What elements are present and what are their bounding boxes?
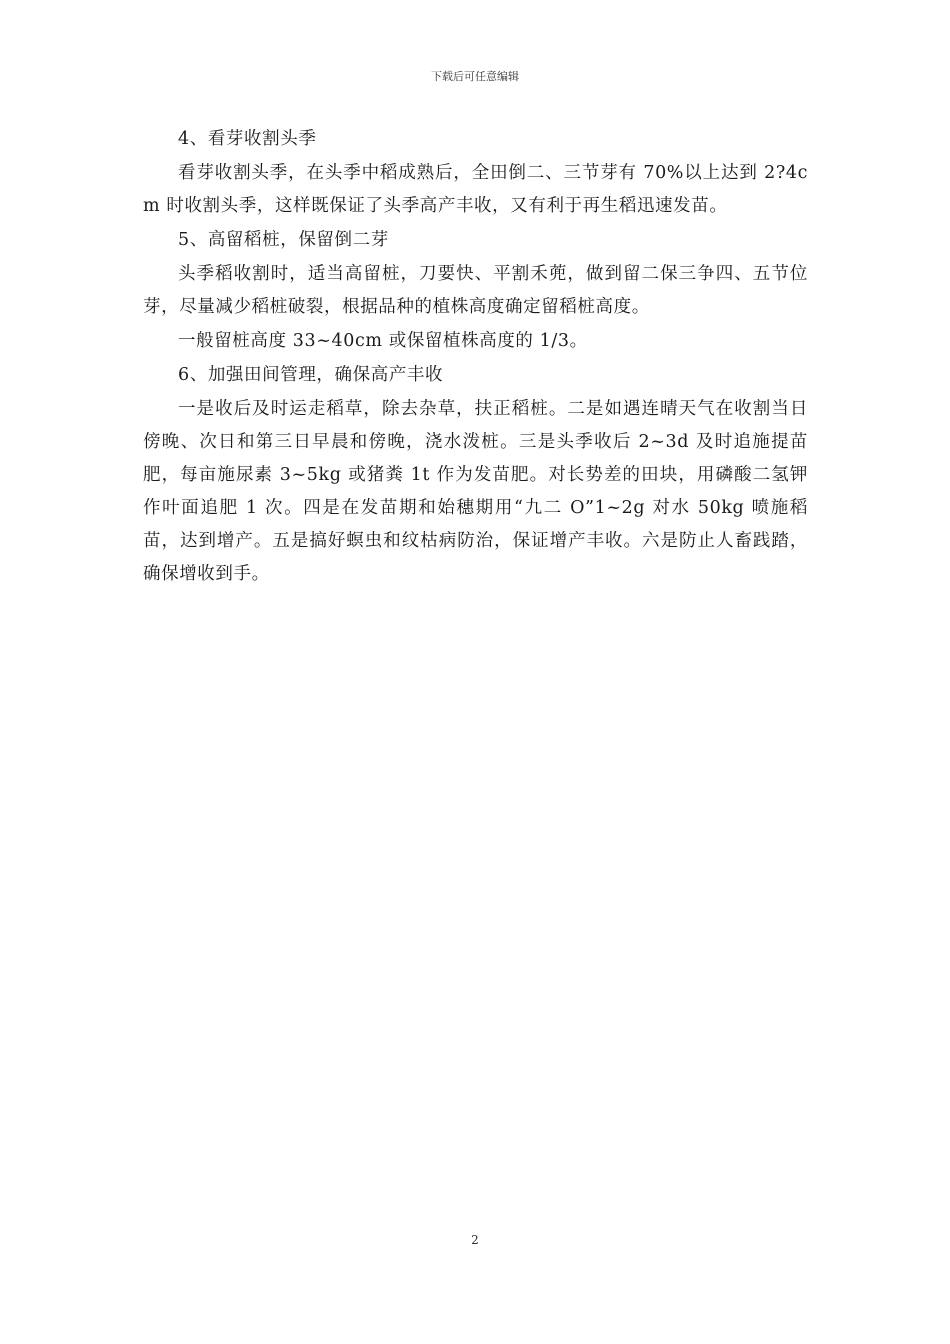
section-4-paragraph: 看芽收割头季，在头季中稻成熟后，全田倒二、三节芽有 70%以上达到 2?4cm 时收割头季，这样既保证了头季高产丰收，又有利于再生稻迅速发苗。 [143, 163, 808, 216]
section-6-heading: 6、加强田间管理，确保高产丰收 [178, 365, 444, 385]
page-number: 2 [471, 1233, 479, 1247]
section-5-paragraph-2: 一般留桩高度 33~40cm 或保留植株高度的 1/3。 [178, 331, 588, 351]
section-5-heading: 5、高留稻桩，保留倒二芽 [178, 230, 389, 250]
page-header: 下载后可任意编辑 [431, 70, 519, 83]
section-4-heading: 4、看芽收割头季 [178, 129, 317, 149]
section-5-paragraph-1: 头季稻收割时，适当高留桩，刀要快、平割禾蔸，做到留二保三争四、五节位芽，尽量减少稻桩破裂，根据品种的植株高度确定留稻桩高度。 [143, 264, 808, 317]
section-6-paragraph: 一是收后及时运走稻草，除去杂草，扶正稻桩。二是如遇连晴天气在收割当日傍晚、次日和第三日早晨和傍晚，浇水泼桩。三是头季收后 2~3d 及时追施提苗肥，每亩施尿素 3~5kg 或猪粪 1t 作为发苗肥。对长势差的田块，用磷酸二氢钾作叶面追肥 1 次。四是在发苗期和始穗期用“九二 O”1~2g 对水 50kg 喷施稻苗，达到增产。五是搞好螟虫和纹枯病防治，保证增产丰收。六是防止人畜践踏，确保增收到手。 [143, 399, 808, 584]
document-body [143, 123, 808, 592]
